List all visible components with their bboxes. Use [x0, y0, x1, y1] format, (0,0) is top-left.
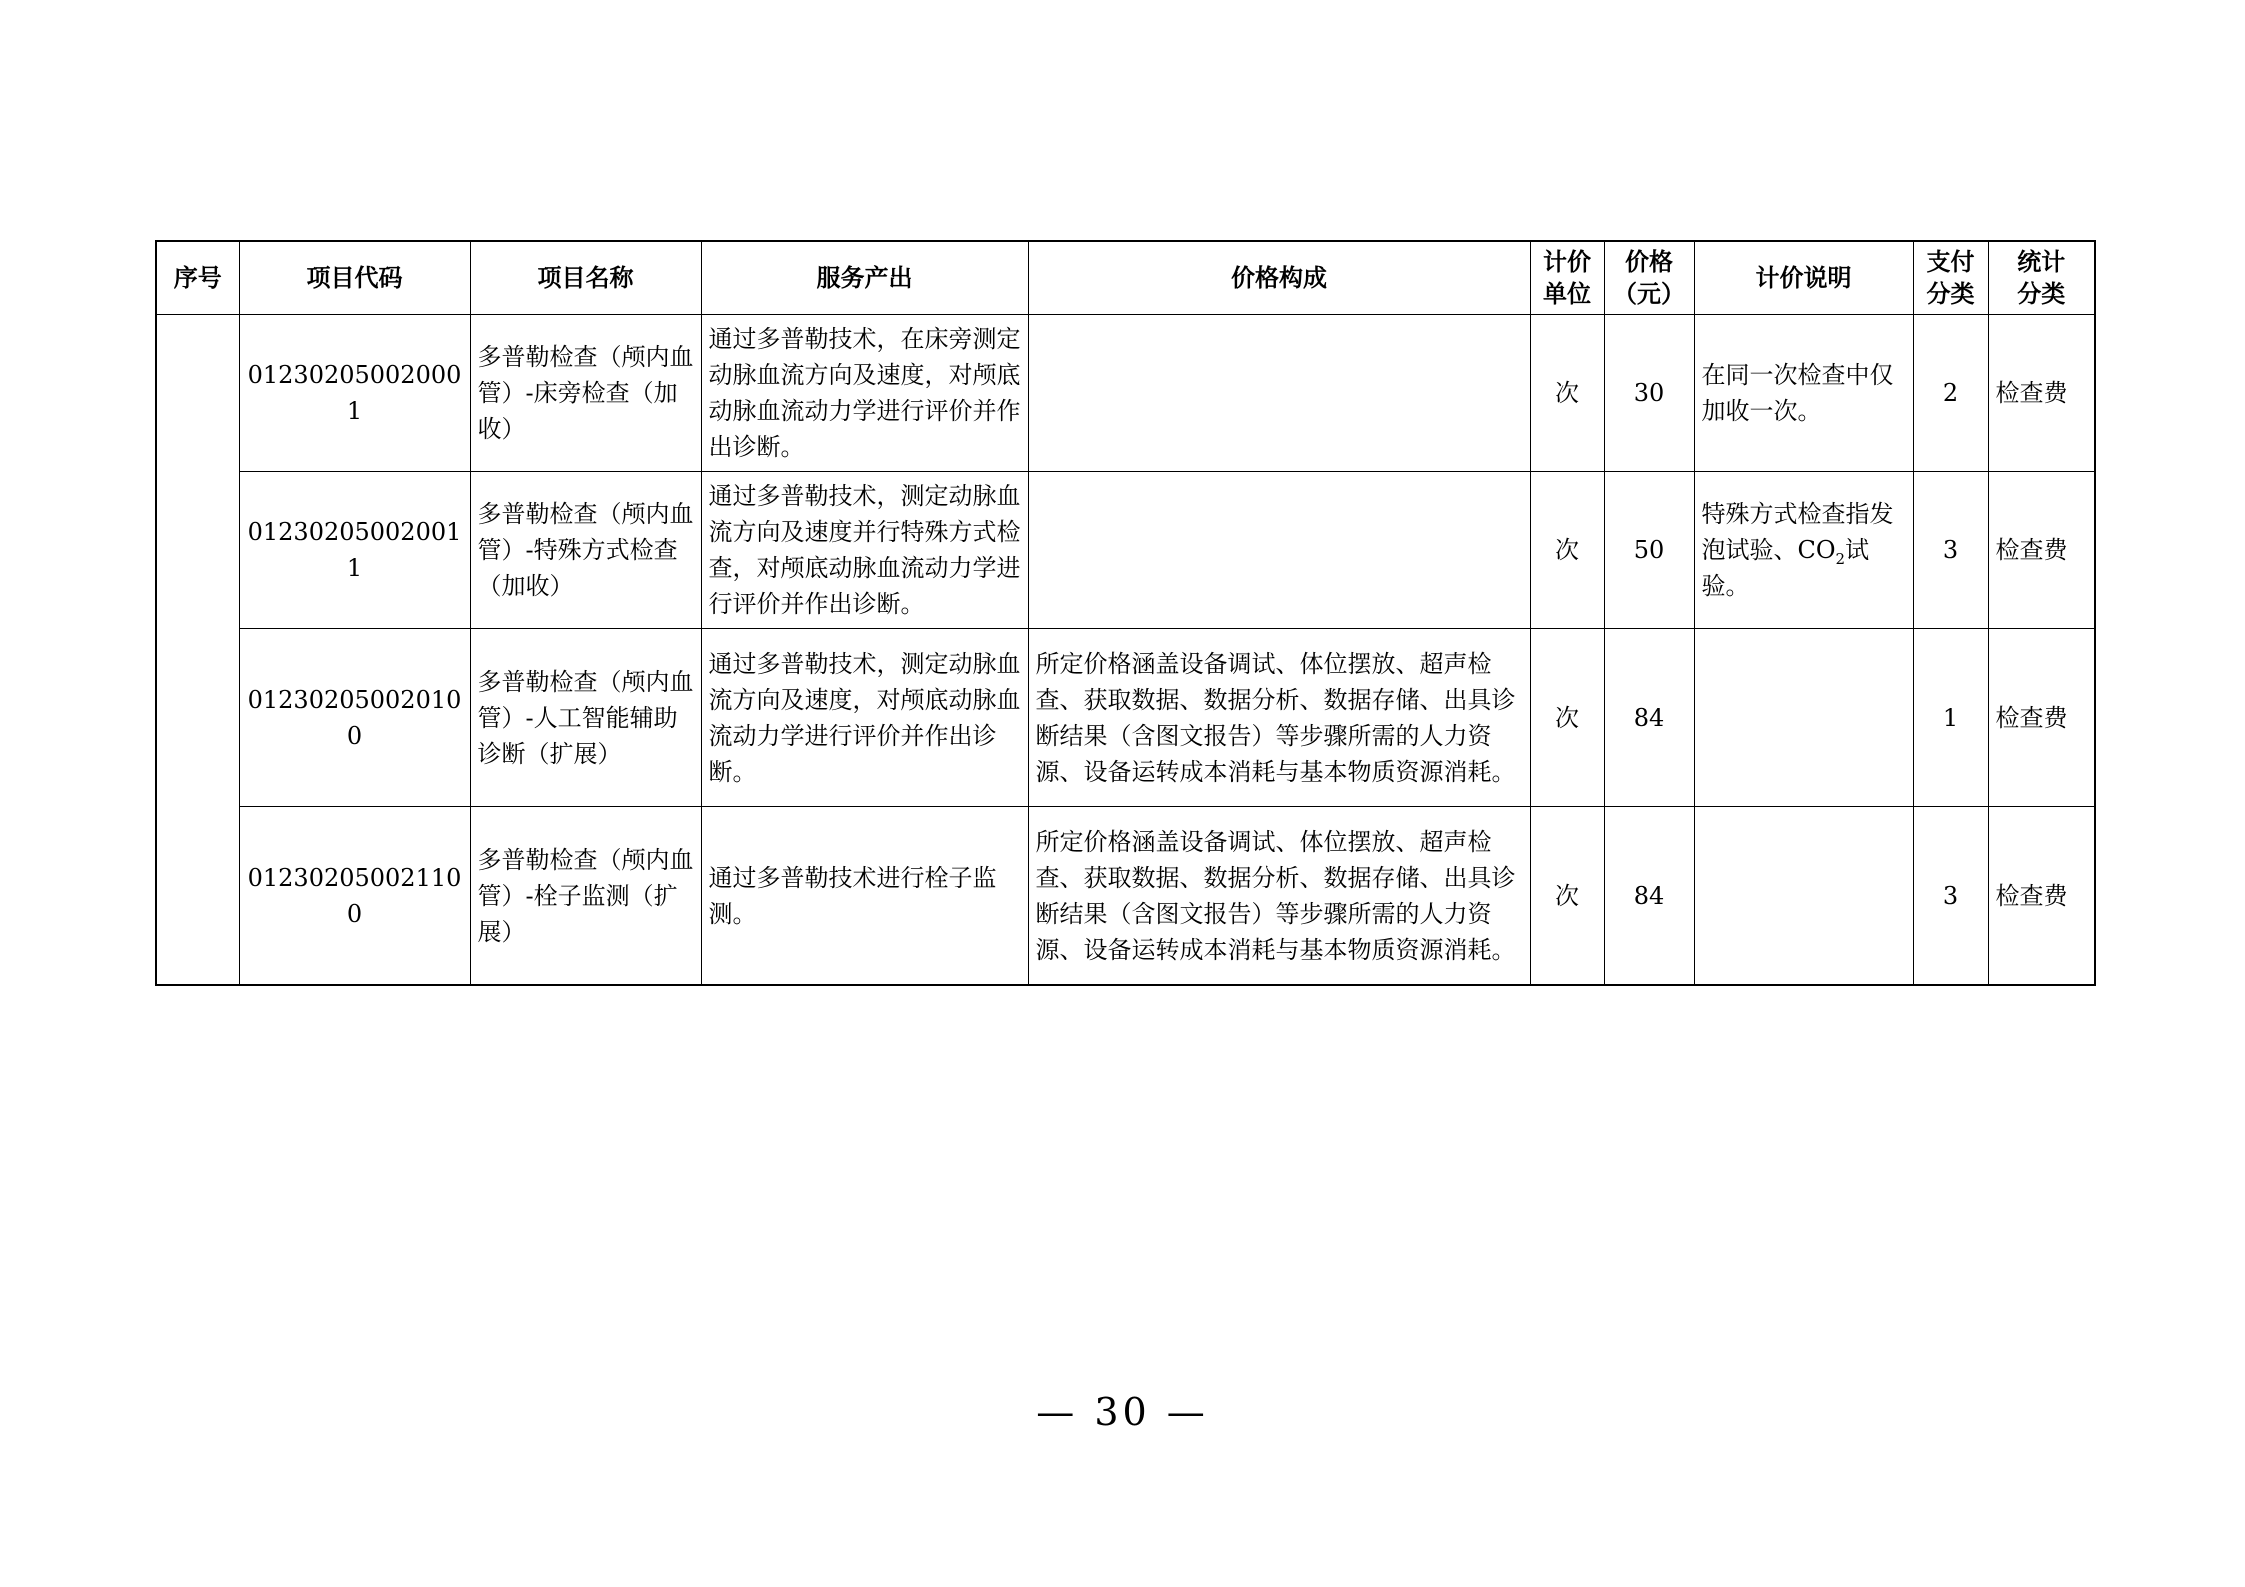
- page-number: — 30 —: [1036, 1390, 1209, 1434]
- header-name: 项目名称: [470, 241, 701, 315]
- stat-category-cell: 检查费: [1988, 472, 2095, 629]
- code-cell: 012302050021100: [239, 807, 470, 986]
- header-stat: 统计 分类: [1988, 241, 2095, 315]
- pay-category-cell: 3: [1913, 472, 1988, 629]
- header-output: 服务产出: [701, 241, 1028, 315]
- unit-cell: 次: [1530, 315, 1604, 472]
- note-cell: 在同一次检查中仅加收一次。: [1694, 315, 1913, 472]
- output-cell: 通过多普勒技术，测定动脉血流方向及速度并行特殊方式检查，对颅底动脉血流动力学进行评价并作出诊断。: [701, 472, 1028, 629]
- output-cell: 通过多普勒技术，测定动脉血流方向及速度，对颅底动脉血流动力学进行评价并作出诊断。: [701, 629, 1028, 807]
- header-unit: 计价 单位: [1530, 241, 1604, 315]
- name-cell: 多普勒检查（颅内血管）-人工智能辅助诊断（扩展）: [470, 629, 701, 807]
- pay-category-cell: 1: [1913, 629, 1988, 807]
- composition-cell: 所定价格涵盖设备调试、体位摆放、超声检查、获取数据、数据分析、数据存储、出具诊断结果（含图文报告）等步骤所需的人力资源、设备运转成本消耗与基本物质资源消耗。: [1028, 807, 1530, 986]
- table-row: [156, 629, 2095, 807]
- stat-category-cell: 检查费: [1988, 807, 2095, 986]
- composition-cell: [1028, 315, 1530, 472]
- header-row: [156, 241, 2095, 315]
- pay-category-cell: 2: [1913, 315, 1988, 472]
- table-row: [156, 807, 2095, 986]
- seq-cell: [156, 315, 239, 986]
- price-cell: 84: [1604, 807, 1694, 986]
- code-cell: 012302050020011: [239, 472, 470, 629]
- table-row: [156, 315, 2095, 472]
- pay-category-cell: 3: [1913, 807, 1988, 986]
- header-note: 计价说明: [1694, 241, 1913, 315]
- stat-category-cell: 检查费: [1988, 629, 2095, 807]
- output-cell: 通过多普勒技术，在床旁测定动脉血流方向及速度，对颅底动脉血流动力学进行评价并作出诊断。: [701, 315, 1028, 472]
- header-seq: 序号: [156, 241, 239, 315]
- name-cell: 多普勒检查（颅内血管）-床旁检查（加收）: [470, 315, 701, 472]
- code-cell: 012302050020001: [239, 315, 470, 472]
- note-subscript: 2: [1835, 549, 1846, 568]
- header-pay: 支付 分类: [1913, 241, 1988, 315]
- table-row: [156, 472, 2095, 629]
- price-cell: 30: [1604, 315, 1694, 472]
- note-cell: [1694, 472, 1913, 629]
- note-cell: [1694, 629, 1913, 807]
- unit-cell: 次: [1530, 807, 1604, 986]
- code-cell: 012302050020100: [239, 629, 470, 807]
- note-cell: [1694, 807, 1913, 986]
- note-text-suffix: 试验。: [1701, 536, 1870, 600]
- output-cell: 通过多普勒技术进行栓子监测。: [701, 807, 1028, 986]
- header-price: 价格 （元）: [1604, 241, 1694, 315]
- unit-cell: 次: [1530, 472, 1604, 629]
- unit-cell: 次: [1530, 629, 1604, 807]
- composition-cell: 所定价格涵盖设备调试、体位摆放、超声检查、获取数据、数据分析、数据存储、出具诊断结果（含图文报告）等步骤所需的人力资源、设备运转成本消耗与基本物质资源消耗。: [1028, 629, 1530, 807]
- fee-table-container: [155, 240, 2094, 986]
- name-cell: 多普勒检查（颅内血管）-栓子监测（扩展）: [470, 807, 701, 986]
- price-cell: 84: [1604, 629, 1694, 807]
- header-composition: 价格构成: [1028, 241, 1530, 315]
- header-code: 项目代码: [239, 241, 470, 315]
- composition-cell: [1028, 472, 1530, 629]
- note-text-prefix: 特殊方式检查指发泡试验、CO: [1701, 500, 1894, 564]
- fee-table: [155, 240, 2096, 986]
- price-cell: 50: [1604, 472, 1694, 629]
- stat-category-cell: 检查费: [1988, 315, 2095, 472]
- name-cell: 多普勒检查（颅内血管）-特殊方式检查（加收）: [470, 472, 701, 629]
